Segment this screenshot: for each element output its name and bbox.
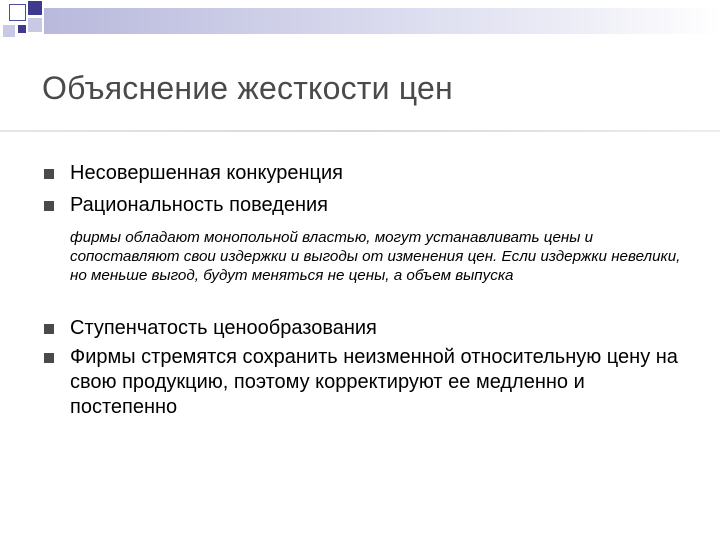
square-bullet-icon (44, 169, 54, 179)
explanation-note: фирмы обладают монопольной властью, могут устанавливать цены и сопоставляют свои издержки и выгоды от изменения цен. Если издержки невелики, но меньше выгод, будут меняться не цены, а объем выпуска (70, 229, 681, 284)
bullet-text: Несовершенная конкуренция (70, 162, 343, 184)
bullet-text: Рациональность поведения (70, 194, 328, 216)
deco-square-blue (28, 1, 42, 15)
slide-title: Объяснение жесткости цен (42, 70, 453, 106)
deco-square-lavender (28, 18, 42, 32)
square-bullet-icon (44, 353, 54, 363)
square-bullet-icon (44, 201, 54, 211)
header-gradient-bar (44, 8, 720, 34)
deco-square-blue-small (18, 25, 26, 33)
title-divider (0, 130, 720, 132)
bullet-text: Ступенчатость ценообразования (70, 317, 377, 339)
deco-square-lavender-small (3, 25, 15, 37)
square-bullet-icon (44, 324, 54, 334)
bullet-text: Фирмы стремятся сохранить неизменной относительную цену на свою продукцию, поэтому корректируют ее медленно и постепенно (70, 346, 678, 418)
deco-square-outline (9, 4, 26, 21)
header-decoration (0, 0, 720, 50)
